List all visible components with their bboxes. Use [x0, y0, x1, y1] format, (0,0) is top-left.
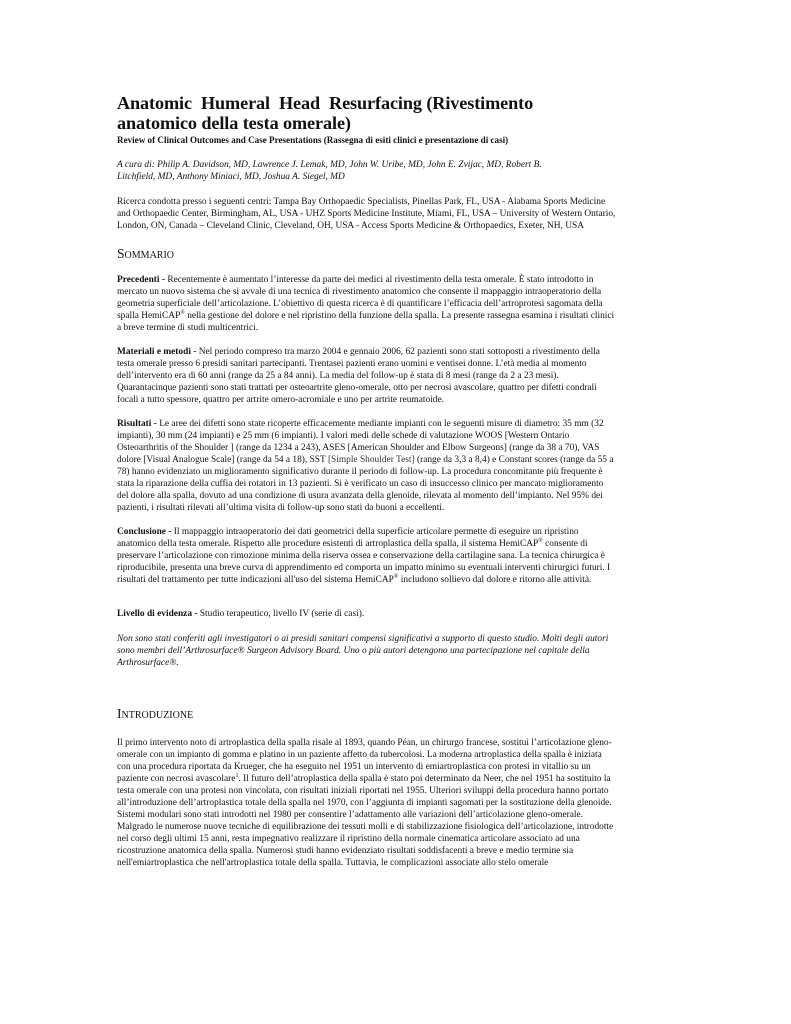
registered-mark: ®: [538, 537, 543, 544]
text: . Il futuro dell’atroplastica della spalla è stato poi determinato da Neer, che nel 1951 ha sostituito la testa omerale con una protesi non vincolata, con risultati iniziali riportati nel 1955. Ulteriori sviluppi della procedura hanno portato all’introduzione dell’artroplastica totale della spalla nel 1970, con l’aggiunta di impianti sagomati per la sostituzione della glenoide. Sistemi modulari sono stati introdotti nel 1980 per consentire l’adattamento alle variazioni dell’articolazione gleno-omerale. Malgrado le numerose nuove tecniche di equilibrazione dei tessuti molli e di stabilizzazione fisiologica dell’articolazione, introdotte nel corso degli ultimi 15 anni, resta impegnativo realizzare il ripristino della normale cinematica articolare associato ad una ricostruzione anatomica della spalla. Numerosi studi hanno evidenziato risultati soddisfacenti a breve e medio termine sia nell'emiartroplastica che nell'artroplastica totale della spalla. Tuttavia, le complicazioni associate allo stelo omerale: [117, 774, 614, 868]
text: Il mappaggio intraoperatorio dei dati geometrici della superficie articolare permette di eseguire un ripristino anatomico della testa omerale. Rispetto alle procedure esistenti di artroplastica della spalla, il sistema HemiCAP: [117, 527, 579, 549]
text: (range da 3,3 a 8,4) e Constant scores (range da 55 a 78) hanno evidenziato un miglioramento significativo durante il periodo di follow-up. La procedura concomitante più frequente è stata la riparazione della cuffia dei rotatori in 13 pazienti. Si è verificato un caso di insuccesso clinico per mancato miglioramento del dolore alla spalla, dovuto ad una condizione di usura avanzata della glenoide, rilevata al momento dell’impianto. Nel 95% dei pazienti, i risultati rilevati all’ultima visita di follow-up sono stati da buoni a eccellenti.: [117, 455, 614, 513]
section-heading-summary: Sommario: [117, 246, 175, 261]
document-page: [117, 93, 617, 869]
authors-line-2: Litchfield, MD, Anthony Miniaci, MD, Joshua A. Siegel, MD: [117, 172, 345, 182]
document-subtitle: Review of Clinical Outcomes and Case Presentations (Rassegna di esiti clinici e presentazione di casi): [117, 135, 509, 145]
authors: [117, 159, 617, 183]
text: Le aree dei difetti sono state ricoperte efficacemente mediante impianti con le seguenti misure di diametro: 35 mm (32 impianti), 30 mm (24 impianti) e 25 mm (6 impianti). I valori medi delle schede di valutazione WOOS [Western Ontario Osteoarthritis of the Shoulder ] (range da 1234 a 243), ASES [American Shoulder and Elbow Surgeons] (range da 38 a 70), VAS dolore [Visual Analogue Scale] (range da 54 a 18), SST: [117, 419, 604, 465]
research-centers: Ricerca condotta presso i seguenti centri: Tampa Bay Orthopaedic Specialists, Pinellas Park, FL, USA - Alabama Sports Medicine and Orthopaedic Center, Birmingham, AL, USA - UHZ Sports Medicine Institute, Miami, FL, USA – University of Western Ontario, London, ON, Canada – Cleveland Clinic, Cleveland, OH, USA - Access Sports Medicine & Orthopaedics, Exeter, NH, USA: [117, 197, 616, 231]
text: Il primo intervento noto di artroplastica della spalla risale al 1893, quando Péan, un chirurgo francese, sostituì l’articolazione gleno-omerale con un impianto di gomma e platino in un paziente affetto da tubercolosi. La moderna artroplastica della spalla è iniziata con una procedura riportata da Krueger, che ha eseguito nel 1951 un intervento di emiartroplastica con protesi in vitallio su un paziente con necrosi avascolare: [117, 738, 612, 784]
document-title: [117, 93, 617, 133]
label-background: Precedenti -: [117, 275, 168, 285]
text: consente di preservare l’articolazione con rimozione minima della riserva ossea e conservazione della cartilagine sana. La tecnica chirurgica è riproducibile, presenta una breve curva di apprendimento ed comporta un impatto minimo su eventuali interventi chirurgici futuri. I risultati del trattamento per tutte indicazioni all'uso del sistema HemiCAP: [117, 539, 611, 585]
registered-mark: ®: [180, 309, 185, 316]
paragraph-methods: [117, 346, 617, 406]
text: Nel periodo compreso tra marzo 2004 e gennaio 2006, 62 pazienti sono stati sottoposti a rivestimento della testa omerale presso 6 presidi sanitari partecipanti. Trentasei pazienti erano uomini e ventisei donne. L’età media al momento dell’intervento era di 60 anni (range da 25 a 84 anni). La media del follow-up è stata di 8 mesi (range da 2 a 23 mesi). Quarantacinque pazienti sono stati trattati per osteoartrite gleno-omerale, otto per necrosi avascolare, quattro per difetti condrali focali a tutto spessore, quattro per artrite omero-acromiale e uno per artrite reumatoide.: [117, 347, 600, 405]
label-conclusion: Conclusione -: [117, 527, 174, 537]
title-line-2: anatomico della testa omerale): [117, 113, 351, 133]
label-evidence-level: Livello di evidenza -: [117, 609, 200, 619]
text-sst: [Simple Shoulder Test]: [327, 455, 415, 465]
paragraph-background: [117, 274, 617, 334]
paragraph-evidence-level: [117, 608, 617, 620]
text: Recentemente è aumentato l’interesse da parte dei medici al rivestimento della testa omerale. È stato introdotto in mercato un nuovo sistema che si avvale di una tecnica di rivestimento anatomico che consente il mappaggio intraoperatorio della geometria superficiale dell’articolazione. L’obiettivo di questa ricerca è di quantificare l’efficacia dell’artroprotesi sagomata della spalla HemiCAP: [117, 275, 603, 321]
disclosure-note: Non sono stati conferiti agli investigatori o ai presidi sanitari compensi significativi a supporto di questo studio. Molti degli autori sono membri dell’Arthrosurface® Surgeon Advisory Board. Uno o più autori detengono una partecipazione nel capitale della Arthrosurface®.: [117, 634, 609, 668]
paragraph-introduction: [117, 737, 617, 869]
label-results: Risultati -: [117, 419, 160, 429]
text: nella gestione del dolore e nel ripristino della funzione della spalla. La presente rassegna esamina i risultati clinici a breve termine di studi multicentrici.: [117, 311, 615, 333]
registered-mark: ®: [393, 573, 399, 580]
section-heading-introduction: Introduzione: [117, 706, 194, 721]
paragraph-results: [117, 418, 617, 514]
title-word: Humeral: [200, 93, 270, 113]
title-word: Resurfacing (Rivestimento: [329, 93, 534, 113]
authors-line-1: A cura di: Philip A. Davidson, MD, Lawrence J. Lemak, MD, John W. Uribe, MD, John E. Zvijac, MD, Robert B.: [117, 160, 542, 170]
text: Studio terapeutico, livello IV (serie di casi).: [199, 609, 365, 619]
paragraph-conclusion: [117, 526, 617, 586]
label-methods: Materiali e metodi -: [117, 347, 199, 357]
title-word: Anatomic: [117, 93, 192, 113]
text: includono sollievo dal dolore e ritorno alle attività.: [398, 575, 592, 585]
footnote-reference: 1: [235, 772, 239, 779]
title-word: Head: [279, 93, 321, 113]
